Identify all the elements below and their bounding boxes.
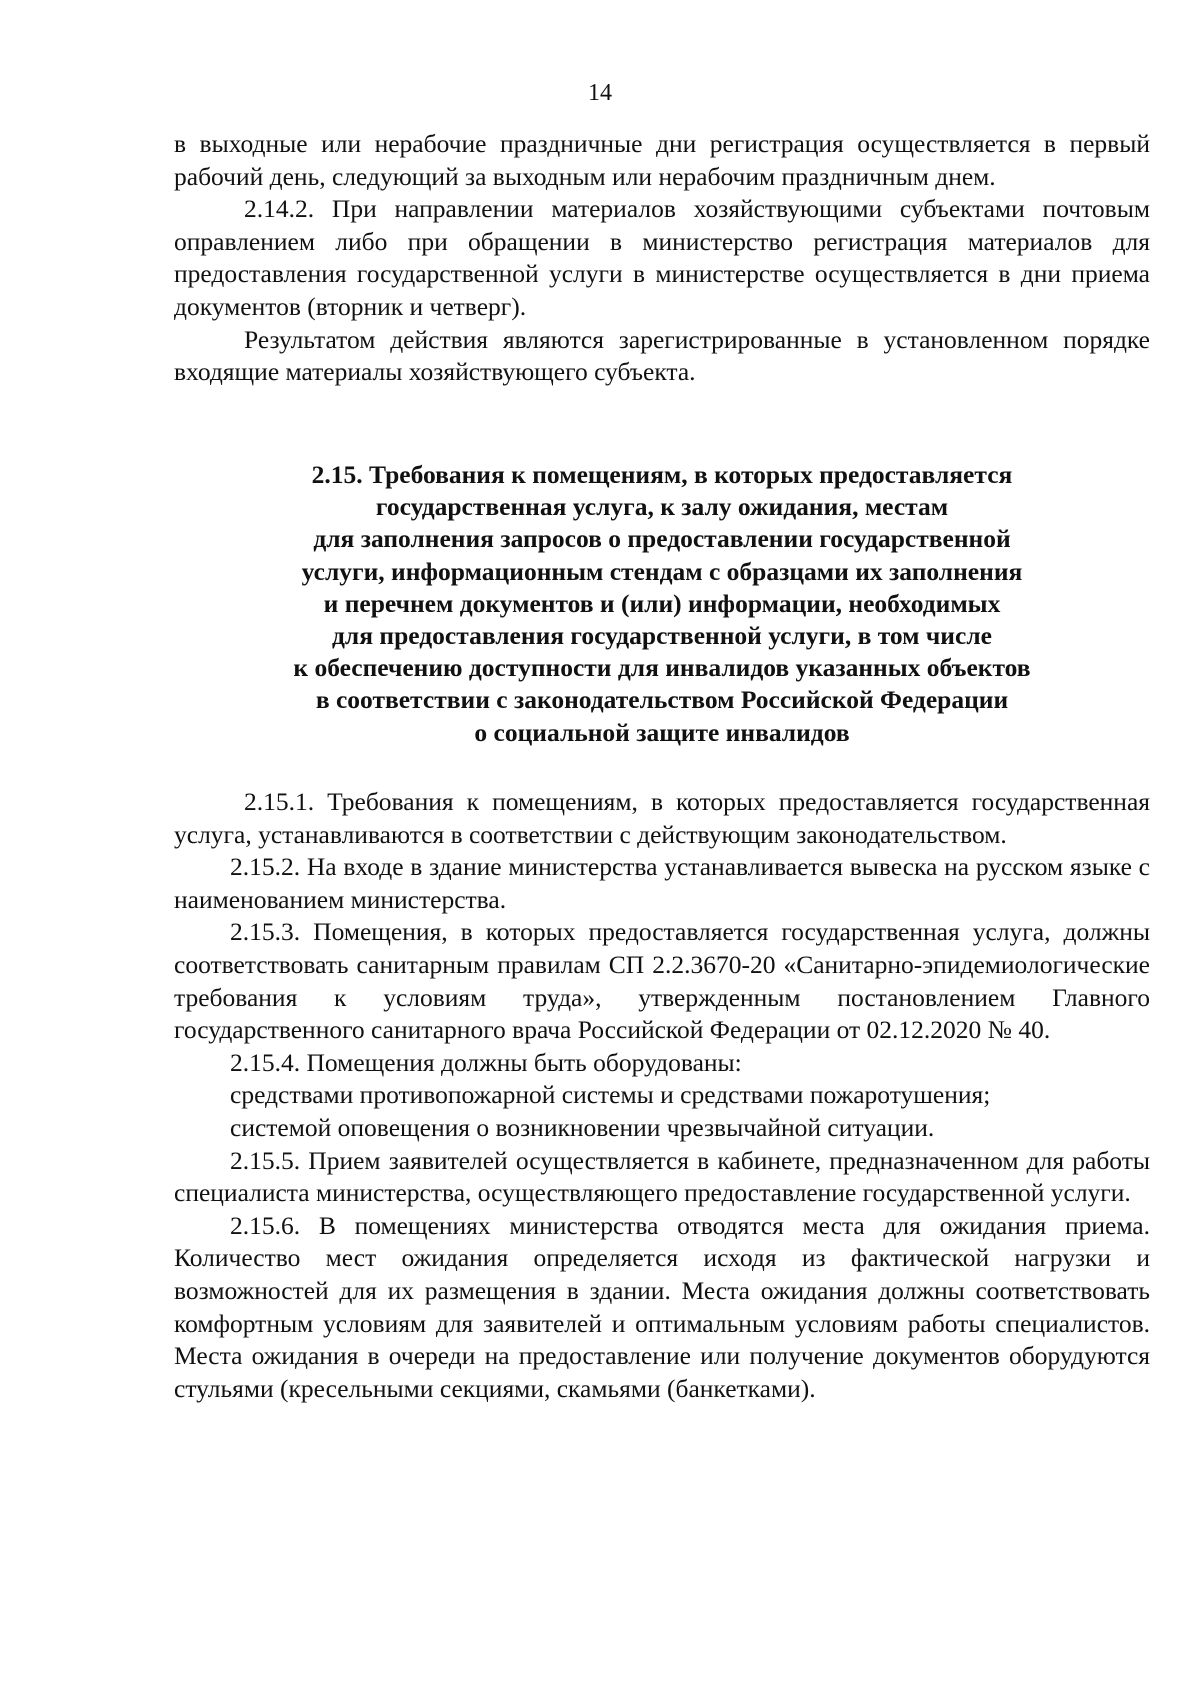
heading-line: в соответствии с законодательством Российской Федерации (315, 685, 1009, 715)
bottom-text-block (174, 786, 1150, 1405)
heading-line: услуги, информационным стендам с образцами их заполнения (301, 556, 1023, 586)
heading-line: государственная услуга, к залу ожидания, местам (375, 492, 949, 522)
paragraph-2-15-2: 2.15.2. На входе в здание министерства устанавливается вывеска на русском языке с наименованием министерства. (174, 852, 1150, 914)
page-number: 14 (588, 80, 612, 106)
top-text-block (174, 128, 1150, 389)
paragraph-2-15-5: 2.15.5. Прием заявителей осуществляется в кабинете, предназначенном для работы специалиста министерства, осуществляющего предоставление государственной услуги. (174, 1145, 1150, 1208)
heading-line: о социальной защите инвалидов (474, 717, 850, 747)
paragraph-continuation: в выходные или нерабочие праздничные дни регистрация осуществляется в первый рабочий день, следующий за выходным или нерабочим праздничным днем. (174, 129, 1150, 191)
heading-line: и перечнем документов и (или) информации, необходимых (323, 588, 1001, 618)
paragraph-2-15-1: 2.15.1. Требования к помещениям, в которых предоставляется государственная услуга, устанавливаются в соответствии с действующим законодательством. (174, 787, 1150, 849)
paragraph-2-15-4: 2.15.4. Помещения должны быть оборудованы: (230, 1047, 742, 1077)
paragraph-result: Результатом действия являются зарегистрированные в установленном порядке входящие материалы хозяйствующего субъекта. (174, 324, 1150, 387)
paragraph-2-15-3: 2.15.3. Помещения, в которых предоставляется государственная услуга, должны соответствовать санитарным правилам СП 2.2.3670-20 «Санитарно-эпидемиологические требования к условиям труда», утвержденным постановлением Главного государственного санитарного врача Российской Федерации от 02.12.2020 № 40. (174, 917, 1150, 1045)
list-item-alert-system: системой оповещения о возникновении чрезвычайной ситуации. (230, 1112, 935, 1142)
paragraph-2-14-2: 2.14.2. При направлении материалов хозяйствующими субъектами почтовым оправлением либо при обращении в министерство регистрация материалов для предоставления государственной услуги в министерстве осуществляется в дни приема документов (вторник и четверг). (174, 194, 1150, 321)
section-heading-2-15 (174, 459, 1150, 749)
heading-line: для предоставления государственной услуги, в том числе (332, 621, 992, 651)
paragraph-2-15-6: 2.15.6. В помещениях министерства отводятся места для ожидания приема. Количество мест ожидания определяется исходя из фактической нагрузки и возможностей для их размещения в здании. Места ожидания должны соответствовать комфортным условиям для заявителей и оптимальным условиям работы специалистов. Места ожидания в очереди на предоставление или получение документов оборудуются стульями (кресельными секциями, скамьями (банкетками). (174, 1210, 1150, 1403)
list-item-fire-safety: средствами противопожарной системы и средствами пожаротушения; (230, 1080, 991, 1110)
heading-line: для заполнения запросов о предоставлении государственной (313, 524, 1011, 554)
heading-line: к обеспечению доступности для инвалидов указанных объектов (293, 653, 1031, 683)
heading-line: 2.15. Требования к помещениям, в которых предоставляется (311, 460, 1013, 489)
